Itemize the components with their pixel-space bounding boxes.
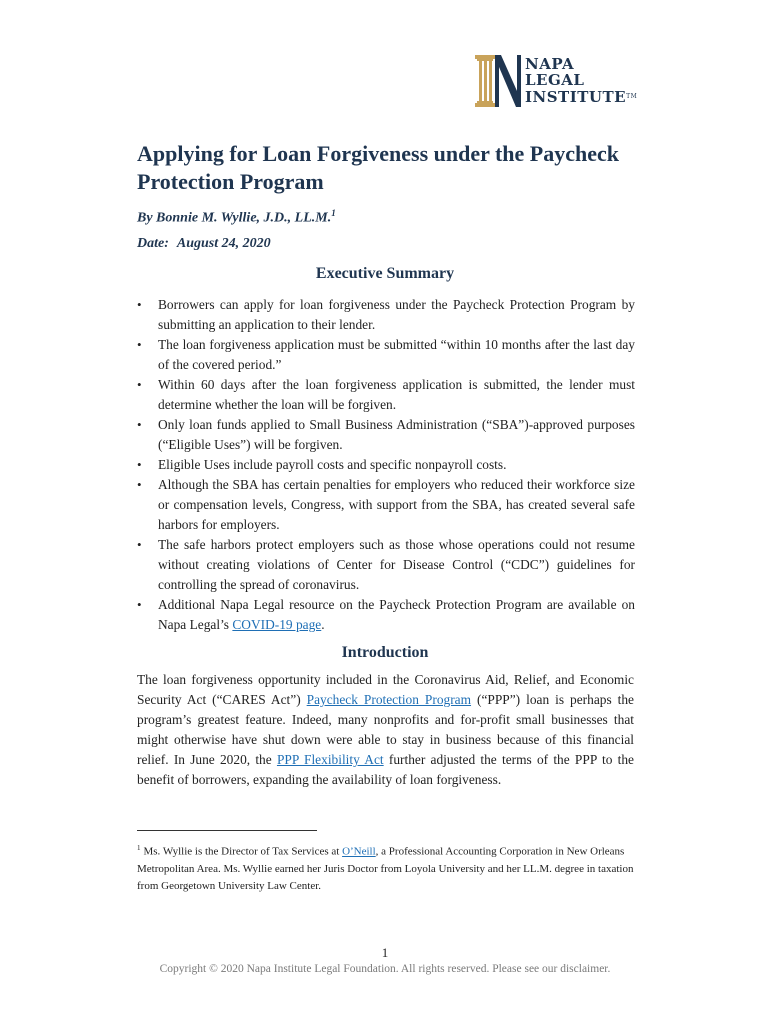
list-item: • Additional Napa Legal resource on the Paycheck Protection Program are available on Napa Legal’s COVID-19 page. (137, 595, 635, 635)
list-item: • The loan forgiveness application must be submitted “within 10 months after the last day of the covered period.” (137, 335, 635, 375)
ppp-flexibility-act-link[interactable]: PPP Flexibility Act (276, 752, 384, 767)
logo-line-legal: LEGAL (525, 71, 585, 89)
introduction-heading: Introduction (341, 644, 429, 661)
covid-19-page-link[interactable]: COVID-19 page (232, 617, 322, 632)
executive-summary-heading: Executive Summary (315, 265, 455, 282)
trademark-mark: TM (626, 93, 638, 100)
list-item: • Although the SBA has certain penalties for employers who reduced their workforce size or compensation levels, Congress, with support from the SBA, has created several safe harbors for employers. (137, 475, 635, 535)
author-name: By Bonnie M. Wyllie, J.D., LL.M. (137, 210, 332, 226)
footnote-divider (137, 830, 317, 831)
logo-line-napa: NAPA (525, 55, 575, 73)
list-item: • The safe harbors protect employers such as those whose operations could not resume without creating violations of Center for Disease Control (“CDC”) guidelines for controlling the spread of coronavirus. (137, 535, 635, 595)
author-byline (137, 208, 336, 227)
list-item: • Within 60 days after the loan forgiveness application is submitted, the lender must determine whether the loan will be forgiven. (137, 375, 635, 415)
list-item: • Borrowers can apply for loan forgiveness under the Paycheck Protection Program by submitting an application to their lender. (137, 295, 635, 335)
footnote-ref[interactable]: 1 (331, 208, 336, 218)
date-value: August 24, 2020 (176, 236, 271, 251)
page-number: 1 (381, 945, 389, 960)
document-title: Applying for Loan Forgiveness under the Paycheck Protection Program (137, 141, 619, 194)
paycheck-protection-program-link[interactable]: Paycheck Protection Program (306, 692, 472, 707)
date-label: Date: (137, 236, 169, 251)
logo-line-institute: INSTITUTE™ (525, 88, 638, 106)
napa-legal-logo (473, 53, 638, 109)
document-date (137, 236, 271, 252)
copyright-notice: Copyright © 2020 Napa Institute Legal Foundation. All rights reserved. Please see our disclaimer. (159, 963, 611, 975)
footnote: $^1$ Ms. Wyllie is the Director of Tax Services at O’Neill, a Professional Accounting Corporation in New Orleans Metropolitan Area. Ms. Wyllie earned her Juris Doctor from Loyola University and her LL.M. degree in taxation from Georgetown University Law Center. (137, 844, 634, 892)
footnote-marker: 1 (137, 844, 141, 852)
list-item: • Only loan funds applied to Small Business Administration (“SBA”)-approved purposes (“Eligible Uses”) will be forgiven. (137, 415, 635, 455)
introduction-paragraph: The loan forgiveness opportunity included in the Coronavirus Aid, Relief, and Economic Security Act (“CARES Act”) Paycheck Protection Program (“PPP”) loan is perhaps the program’s greatest feature. Indeed, many nonprofits and for-profit small businesses that might otherwise have shut down were able to stay in business because of this financial relief. In June 2020, the PPP Flexibility Act further adjusted the terms of the PPP to the benefit of borrowers, expanding the availability of loan forgiveness. (137, 672, 634, 787)
executive-summary-list (137, 295, 635, 635)
column-n-logo-icon (473, 53, 523, 109)
list-item: • Eligible Uses include payroll costs and specific nonpayroll costs. (137, 455, 635, 475)
oneill-link[interactable]: O’Neill (342, 845, 376, 858)
